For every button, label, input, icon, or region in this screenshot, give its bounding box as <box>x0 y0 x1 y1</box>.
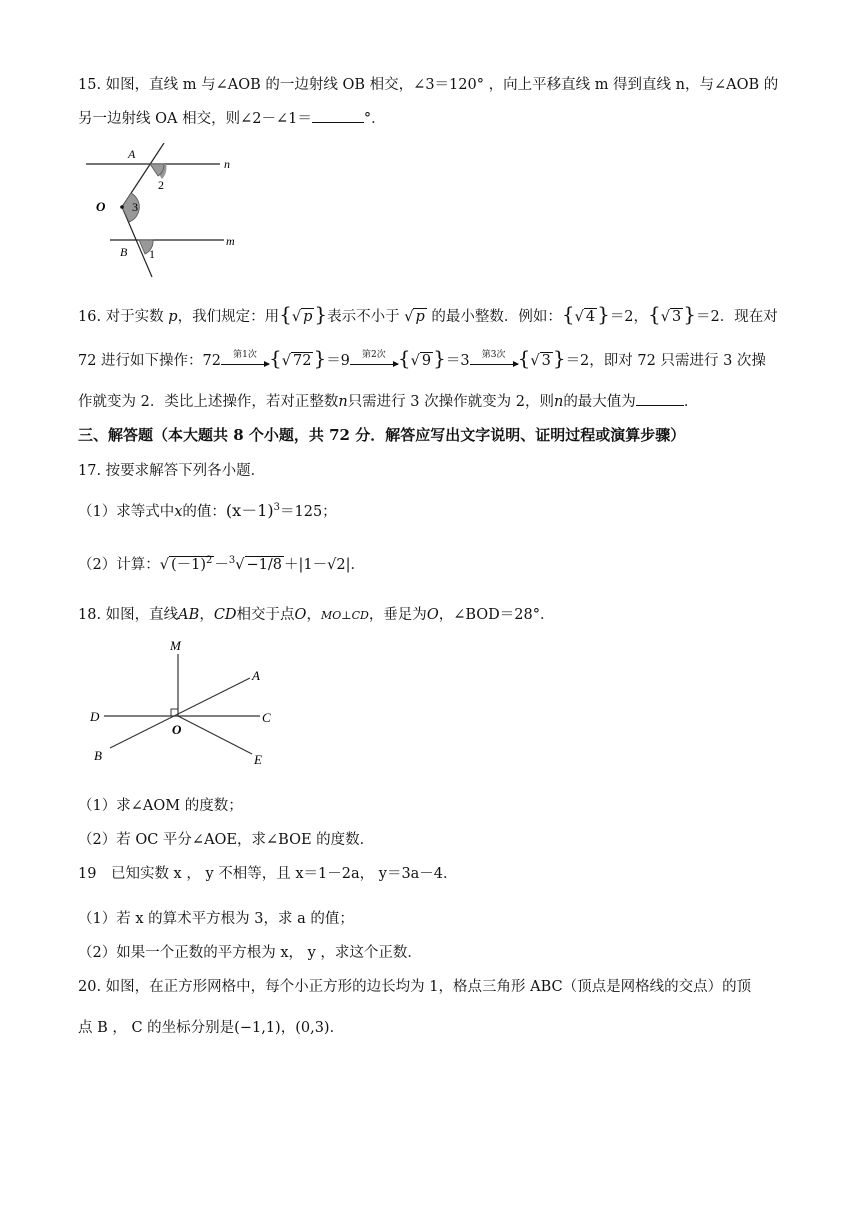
q16-text-7: 只需进行 3 次操作就变为 2，则 <box>347 394 554 410</box>
q16-var-p: p <box>168 309 178 325</box>
label-A: A <box>252 668 260 683</box>
q16-line2: 72 进行如下操作：72 第1次 {√ 72 }＝9 第2次 {√ 9 }＝3 第3次 {√ 3 }＝2，即对 72 只需进行 3 次操 <box>78 346 766 370</box>
label-M: M <box>170 638 181 653</box>
q16-text-8: 的最大值为 <box>563 394 636 410</box>
q18-text-4: ，∠BOD＝28°． <box>438 607 555 623</box>
q16-text-5: 72 进行如下操作：72 <box>78 353 222 369</box>
q20-line1: 20. 如图，在正方形网格中，每个小正方形的边长均为 1，格点三角形 ABC（顶点是网格线的交点）的顶 <box>78 979 752 995</box>
q17-eq1: (x－1) <box>225 501 274 520</box>
q18-O2: O <box>426 607 439 623</box>
q18-mo: MO⊥CD <box>320 609 369 622</box>
q17-p1-text2: 的值： <box>182 504 226 520</box>
label-A: A <box>128 147 136 161</box>
q16-answer-blank[interactable] <box>636 405 684 406</box>
q15-answer-blank[interactable] <box>312 122 364 123</box>
q17-cube-radicand: −1/8 <box>246 557 283 573</box>
q16-text-6: 作就变为 2．类比上述操作，若对正整数 <box>78 394 339 410</box>
q16-ex2: 3 <box>672 309 682 325</box>
q17-title: 17. 按要求解答下列各小题． <box>78 463 266 479</box>
label-C: C <box>262 710 271 725</box>
q18-part1: （1）求∠AOM 的度数； <box>78 798 243 814</box>
q17-part1 <box>78 498 337 521</box>
q17-e2-minus: － <box>214 557 229 573</box>
q18-AB: AB <box>178 607 200 623</box>
q16-sqrt-p: p <box>303 309 313 325</box>
q16-text-1: 16. 对于实数 <box>78 309 164 325</box>
q16-text-9: ． <box>683 394 699 410</box>
q18-line1: 18. 如图，直线AB，CD相交于点O，MO⊥CD，垂足为O，∠BOD＝28°． <box>78 607 555 623</box>
q19-line1: 19 已知实数 x ， y 不相等，且 x＝1－2a， y＝3a－4． <box>78 866 458 882</box>
q15-figure <box>82 143 247 278</box>
q17-p1-text: （1）求等式中 <box>78 504 175 520</box>
label-3: 3 <box>132 200 138 214</box>
q16-ex1: 4 <box>585 309 596 325</box>
q17-var-x: x <box>174 504 183 520</box>
label-2: 2 <box>158 178 164 192</box>
q19-part2: （2）如果一个正数的平方根为 x， y ，求这个正数． <box>78 945 422 961</box>
arrow-step1: 第1次 <box>221 358 269 365</box>
q16-text-2: ，我们规定：用 <box>177 309 280 325</box>
q16-s2-val: ＝3 <box>445 353 470 369</box>
label-n: n <box>224 157 230 171</box>
q16-line3 <box>78 390 698 411</box>
q16-text-3: 表示不小于 <box>327 309 400 325</box>
q18-part2: （2）若 OC 平分∠AOE，求∠BOE 的度数． <box>78 832 375 848</box>
q17-p2-text: （2）计算： <box>78 557 160 573</box>
q16-s3: 3 <box>541 353 551 369</box>
q16-s2: 9 <box>421 353 432 369</box>
q17-e2-base: (－1) <box>170 557 207 573</box>
label-m: m <box>226 234 235 248</box>
line-AB <box>110 678 250 748</box>
label-O: O <box>96 199 106 214</box>
label-D: D <box>90 709 100 724</box>
q17-eq1-exp: 3 <box>273 502 280 514</box>
q16-s3-val: ＝2，即对 72 只需进行 3 次操 <box>565 353 766 369</box>
q16-s1-val: ＝9 <box>326 353 350 369</box>
q16-ex1-val: ＝2， <box>609 309 649 325</box>
q16-line1: 16. 对于实数 p，我们规定：用{√ p }表示不小于 √ p 的最小整数．例如：{√ 4 }＝2，{√ 3 }＝2．现在对 <box>78 302 778 326</box>
q16-var-n2: n <box>553 394 564 410</box>
label-B: B <box>120 245 128 259</box>
q16-sqrt-p2: p <box>415 309 425 325</box>
q18-figure <box>86 636 286 776</box>
q20-line2: 点 B ， C 的坐标分别是(−1,1)，(0,3)． <box>78 1020 345 1036</box>
q18-CD: CD <box>213 607 237 623</box>
q17-cube-index: 3 <box>228 555 236 567</box>
q18-text-1: 18. 如图，直线 <box>78 607 179 623</box>
label-1: 1 <box>149 247 155 261</box>
q17-part2: （2）计算：√ $(-1)^2 -^3√ -1/8 +|1-√2|$． <box>78 555 365 573</box>
q15-line2 <box>78 107 386 128</box>
q16-ex2-val: ＝2．现在对 <box>696 309 778 325</box>
q18-O: O <box>294 607 307 623</box>
q15-line2-text: 另一边射线 OA 相交，则∠2－∠1＝ <box>78 111 312 127</box>
ray-OE <box>178 716 252 754</box>
q17-e2-exp: 2 <box>206 555 213 567</box>
label-O: O <box>172 722 182 737</box>
q18-text-3: ，垂足为 <box>368 607 427 623</box>
q15-line1: 15. 如图，直线 m 与∠AOB 的一边射线 OB 相交，∠3＝120° ，向上平移直线 m 得到直线 n，与∠AOB 的 <box>78 77 779 93</box>
q18-text-2: 相交于点 <box>236 607 295 623</box>
section-3-heading: 三、解答题（本大题共 8 个小题，共 72 分．解答应写出文字说明、证明过程或演算步骤） <box>78 426 686 444</box>
arrow-step2: 第2次 <box>350 358 398 365</box>
q15-line2-end: °． <box>363 111 386 127</box>
label-E: E <box>254 752 262 767</box>
q17-e2-rest: ＋|1－√2|． <box>284 557 365 573</box>
label-B: B <box>94 748 102 763</box>
q16-var-n: n <box>338 394 348 410</box>
q16-s1: 72 <box>293 353 312 369</box>
q17-eq1-rhs: ＝125； <box>280 504 337 520</box>
arrow-step3: 第3次 <box>470 358 518 365</box>
q16-text-4: 的最小整数．例如： <box>431 309 562 325</box>
q19-part1: （1）若 x 的算术平方根为 3，求 a 的值； <box>78 911 354 927</box>
